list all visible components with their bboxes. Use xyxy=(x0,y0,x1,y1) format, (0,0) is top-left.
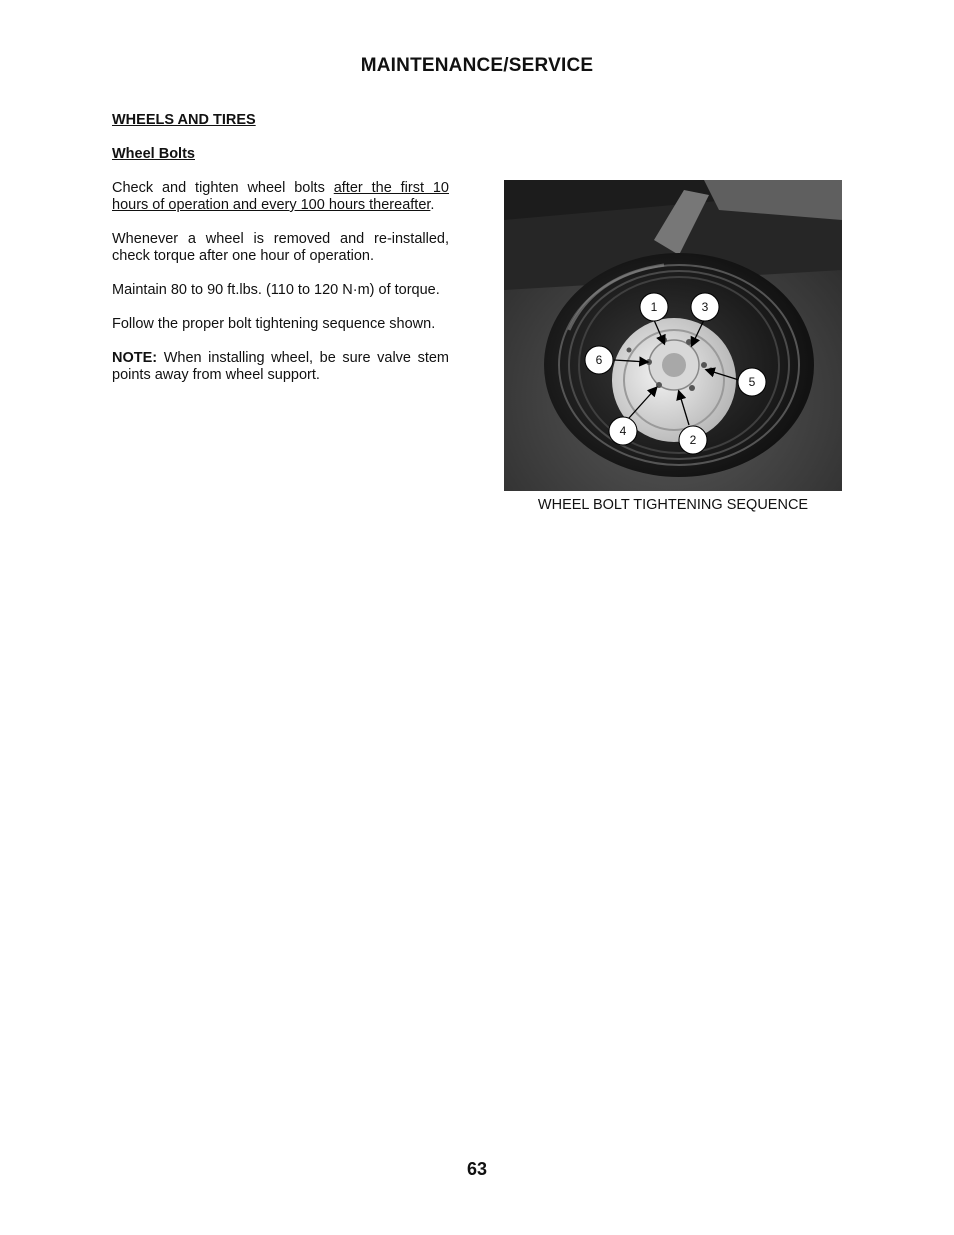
note-text: When installing wheel, be sure valve stem points away from wheel support. xyxy=(112,350,449,383)
callout-4 xyxy=(609,417,637,445)
callout-1 xyxy=(640,293,668,321)
callout-3-label: 3 xyxy=(701,300,709,314)
callout-4-label: 4 xyxy=(619,424,627,438)
callout-1-label: 1 xyxy=(650,300,658,314)
callout-6 xyxy=(585,346,613,374)
section-heading: WHEELS AND TIRES xyxy=(112,112,256,128)
paragraph-sequence: Follow the proper bolt tightening sequence shown. xyxy=(112,316,436,332)
callout-3 xyxy=(691,293,719,321)
paragraph-torque-spec: Maintain 80 to 90 ft.lbs. (110 to 120 N·m) of torque. xyxy=(112,282,440,298)
paragraph-check-bolts-prefix: Check and tighten wheel bolts xyxy=(112,180,334,196)
callout-5 xyxy=(738,368,766,396)
paragraph-check-bolts-suffix: . xyxy=(430,197,435,213)
paragraph-check-bolts-interval: after the first 10 hours of operation and every 100 hours thereafter xyxy=(112,180,449,213)
note-label: NOTE: xyxy=(112,350,158,366)
wheel-photo-figure xyxy=(504,180,842,491)
wheel-photo xyxy=(504,180,842,491)
sub-heading: Wheel Bolts xyxy=(112,146,195,162)
callout-2 xyxy=(679,426,707,454)
paragraph-reinstall-torque: Whenever a wheel is removed and re-installed, check torque after one hour of operation. xyxy=(112,231,449,264)
paragraph-check-bolts xyxy=(112,180,449,214)
callout-6-label: 6 xyxy=(595,353,603,367)
callout-5-label: 5 xyxy=(748,375,756,389)
callout-2-label: 2 xyxy=(689,433,697,447)
page-title: MAINTENANCE/SERVICE xyxy=(360,55,594,76)
paragraph-note xyxy=(112,350,449,384)
page-number: 63 xyxy=(466,1159,488,1179)
figure-caption: WHEEL BOLT TIGHTENING SEQUENCE xyxy=(537,497,809,513)
